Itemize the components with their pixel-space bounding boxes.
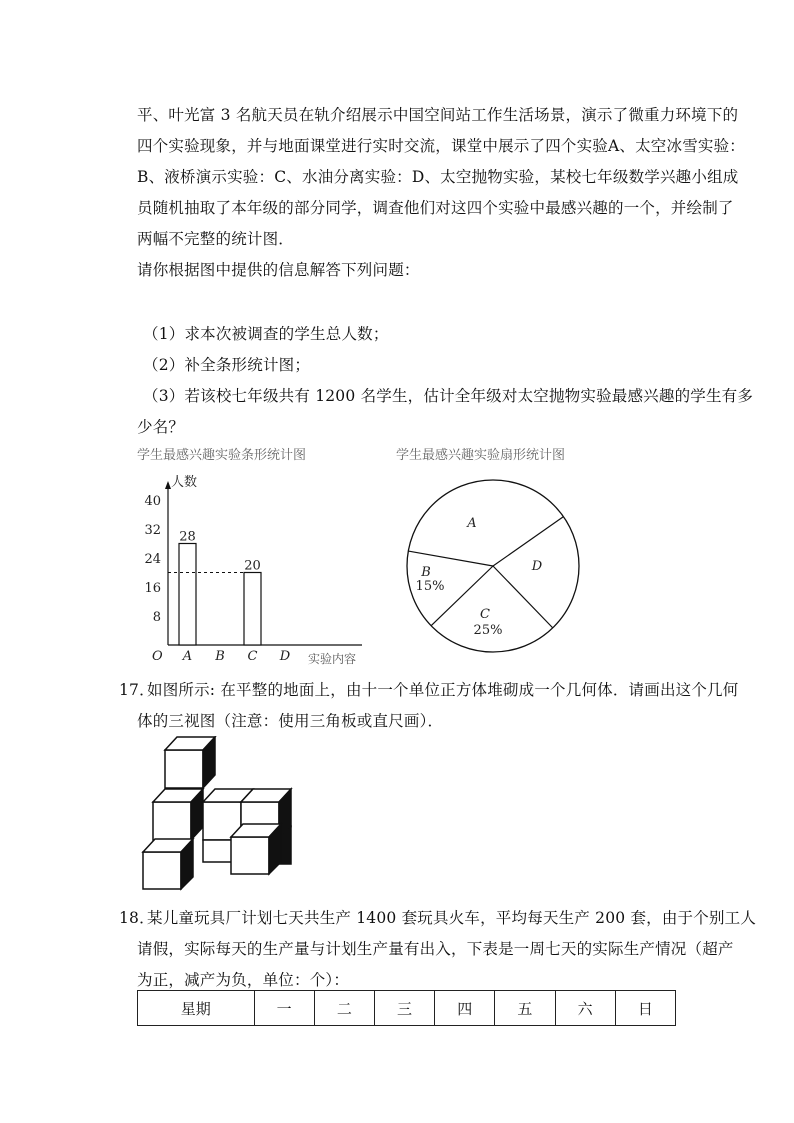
slice-label-B: B — [421, 565, 431, 580]
y-tick-label: 40 — [144, 494, 161, 509]
intro-line-1: 平、叶光富 3 名航天员在轨介绍展示中国空间站工作生活场景，演示了微重力环境下的 — [137, 106, 739, 124]
question-3-cont: 少名？ — [137, 418, 185, 436]
q18-line-3: 为正，减产为负，单位：个）： — [137, 971, 350, 989]
intro-line-3: B、液桥演示实验：C、水油分离实验：D、太空抛物实验，某校七年级数学兴趣小组成 — [137, 168, 739, 186]
q17-line-1: 如图所示: 在平整的地面上，由十一个单位正方体堆砌成一个几何体．请画出这个几何 — [147, 681, 739, 699]
x-axis-label: 实验内容 — [308, 652, 357, 666]
table-header-cell: 六 — [555, 991, 615, 1026]
bar-C — [244, 573, 261, 646]
table-header-cell: 一 — [254, 991, 314, 1026]
q17-line-2: 体的三视图（注意：使用三角板或直尺画）． — [137, 712, 444, 730]
data-label: 28 — [179, 529, 196, 545]
question-3: （3）若该校七年级共有 1200 名学生，估计全年级对太空抛物实验最感兴趣的学生有多 — [143, 387, 754, 405]
table-header-cell: 四 — [435, 991, 495, 1026]
data-label: 20 — [244, 558, 261, 574]
x-tick-label: C — [247, 649, 258, 664]
origin-label: O — [152, 649, 163, 664]
x-tick-label: A — [182, 649, 193, 664]
table-header-cell: 三 — [374, 991, 434, 1026]
table-header-cell: 五 — [495, 991, 555, 1026]
y-tick-label: 8 — [152, 610, 161, 625]
intro-line-4: 员随机抽取了本年级的部分同学，调查他们对这四个实验中最感兴趣的一个，并绘制了 — [137, 199, 734, 217]
production-table — [137, 990, 676, 1026]
cube-stack-figure — [140, 736, 300, 892]
intro-line-6: 请你根据图中提供的信息解答下列问题： — [137, 261, 420, 279]
y-axis-label: 人数 — [171, 475, 198, 490]
slice-label-C: C — [480, 607, 490, 622]
intro-line-2: 四个实验现象，并与地面课堂进行实时交流，课堂中展示了四个实验A、太空冰雪实验： — [137, 137, 745, 155]
pie-chart-title: 学生最感兴趣实验扇形统计图 — [396, 448, 566, 463]
slice-label-A: A — [467, 516, 477, 531]
table-header-cell: 星期 — [138, 991, 255, 1026]
bar-chart-title: 学生最感兴趣实验条形统计图 — [137, 448, 307, 463]
q18-number: 18． — [119, 909, 155, 927]
pie-chart — [400, 474, 586, 660]
question-2: （2）补全条形统计图； — [143, 356, 311, 374]
q17-number: 17． — [119, 681, 155, 699]
table-header-cell: 日 — [615, 991, 675, 1026]
bar-chart — [130, 465, 380, 670]
slice-label-D: D — [531, 559, 543, 574]
x-tick-label: D — [279, 649, 291, 664]
slice-percent-C: 25% — [473, 623, 503, 638]
table-header-cell: 二 — [314, 991, 374, 1026]
y-tick-label: 32 — [144, 523, 161, 538]
bar-A — [179, 544, 196, 646]
y-tick-label: 16 — [144, 581, 161, 596]
slice-percent-B: 15% — [415, 579, 445, 594]
intro-line-5: 两幅不完整的统计图． — [137, 230, 295, 248]
y-tick-label: 24 — [144, 552, 161, 567]
x-tick-label: B — [215, 649, 225, 664]
q18-line-2: 请假，实际每天的生产量与计划生产量有出入，下表是一周七天的实际生产情况（超产 — [137, 940, 734, 958]
q18-line-1: 某儿童玩具厂计划七天共生产 1400 套玩具火车，平均每天生产 200 套，由于个别工人 — [147, 909, 757, 927]
table-row — [138, 991, 676, 1026]
question-1: （1）求本次被调查的学生总人数； — [143, 325, 389, 343]
